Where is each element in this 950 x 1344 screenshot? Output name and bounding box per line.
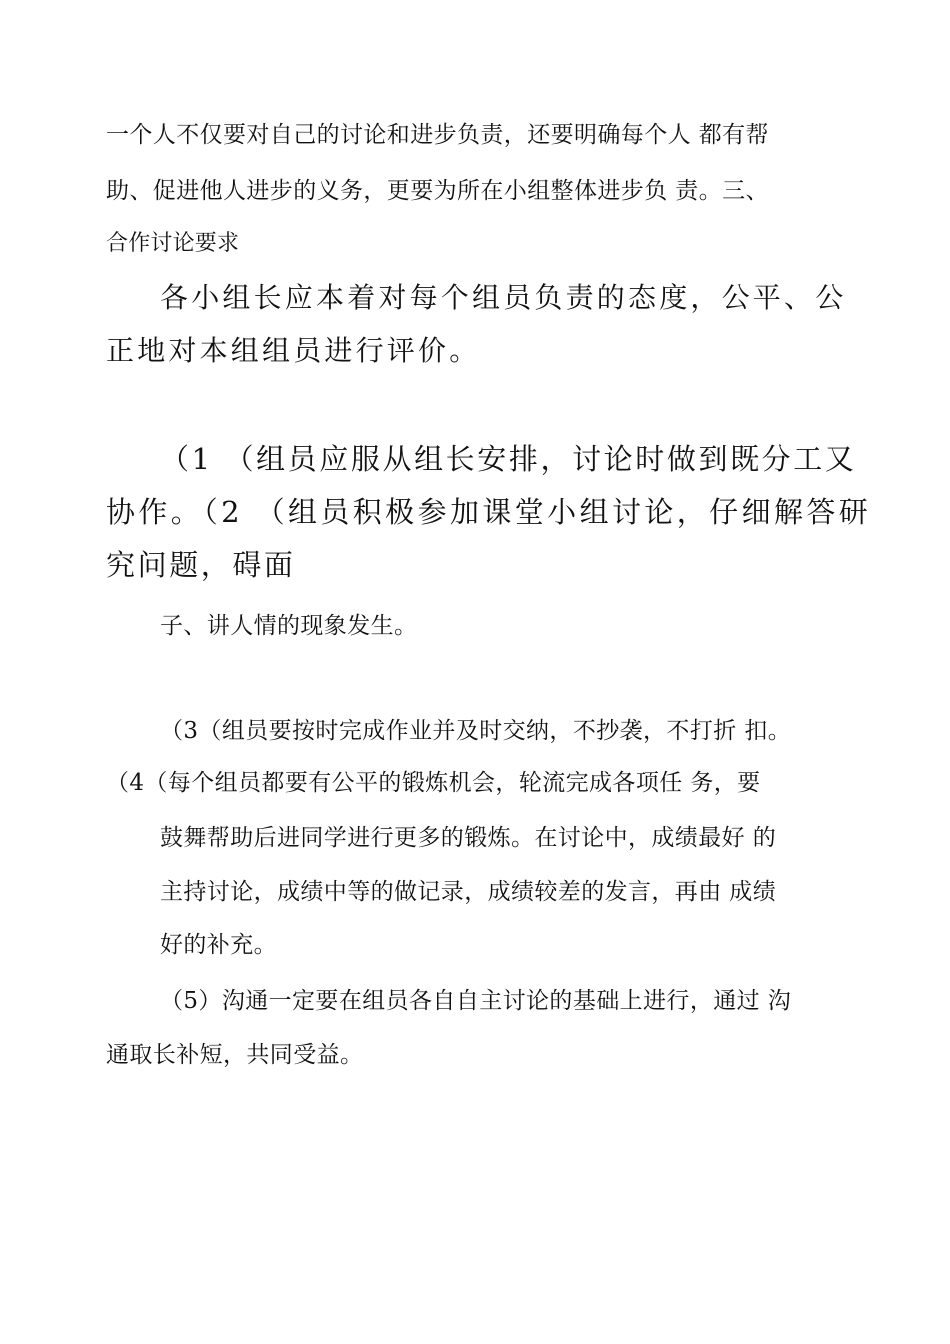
p1-line3-heading: 合作讨论要求: [106, 231, 240, 256]
p3-line3: 究问题，碍面: [106, 548, 296, 582]
p1-line2: 助、促进他人进步的义务，更要为所在小组整体进步负 责。三、: [106, 178, 769, 204]
p3-line2: 协作。（2 （组员积极参加课堂小组讨论，仔细解答研: [106, 495, 872, 529]
p4-line1: 子、讲人情的现象发生。: [160, 613, 418, 639]
p2-line1: 各小组长应本着对每个组员负责的态度，公平、公: [160, 281, 847, 314]
p5-line3: 鼓舞帮助后进同学进行更多的锻炼。在讨论中，成绩最好 的: [160, 825, 777, 851]
p2-line2: 正地对本组组员进行评价。: [106, 334, 481, 367]
p5-line4: 主持讨论，成绩中等的做记录，成绩较差的发言，再由 成绩: [160, 879, 777, 905]
p5-line2: （4（每个组员都要有公平的锻炼机会，轮流完成各项任 务，要: [106, 770, 761, 796]
p6-line1: （5）沟通一定要在组员各自自主讨论的基础上进行，通过 沟: [160, 988, 792, 1014]
p6-line2: 通取长补短，共同受益。: [106, 1042, 364, 1068]
p5-line5: 好的补充。: [160, 932, 277, 958]
p3-line1: （1 （组员应服从组长安排，讨论时做到既分工又: [160, 442, 857, 476]
p1-line1: 一个人不仅要对自己的讨论和进步负责，还要明确每个人 都有帮: [106, 122, 769, 148]
p5-line1: （3（组员要按时完成作业并及时交纳，不抄袭，不打折 扣。: [160, 718, 792, 744]
